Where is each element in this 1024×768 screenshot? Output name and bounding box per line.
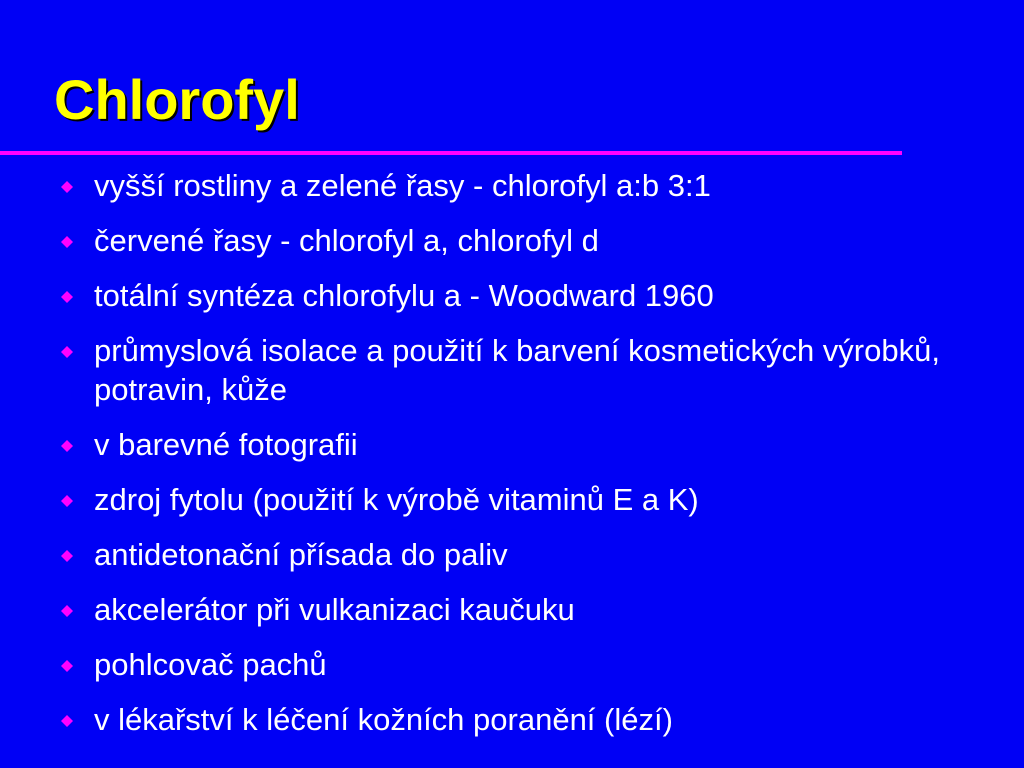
bullet-text: vyšší rostliny a zelené řasy - chlorofyl a:b 3:1 bbox=[94, 168, 711, 203]
bullet-text: antidetonační přísada do paliv bbox=[94, 537, 508, 572]
bullet-text: pohlcovač pachů bbox=[94, 647, 327, 682]
magenta-diamond-icon bbox=[61, 236, 73, 248]
bullet-text: akcelerátor při vulkanizaci kaučuku bbox=[94, 592, 575, 627]
slide-title: Chlorofyl bbox=[54, 68, 300, 131]
bullet-list bbox=[0, 166, 1024, 755]
bullet-item bbox=[0, 700, 1024, 739]
bullet-text: v barevné fotografii bbox=[94, 427, 358, 462]
title-underline-rule bbox=[0, 151, 902, 155]
magenta-diamond-icon bbox=[61, 346, 73, 358]
bullet-item bbox=[0, 645, 1024, 684]
magenta-diamond-icon bbox=[61, 605, 73, 617]
bullet-item bbox=[0, 221, 1024, 260]
bullet-text: v lékařství k léčení kožních poranění (lézí) bbox=[94, 702, 673, 737]
magenta-diamond-icon bbox=[61, 440, 73, 452]
magenta-diamond-icon bbox=[61, 291, 73, 303]
magenta-diamond-icon bbox=[61, 181, 73, 193]
bullet-item bbox=[0, 331, 1024, 409]
bullet-item bbox=[0, 480, 1024, 519]
bullet-text: zdroj fytolu (použití k výrobě vitaminů E a K) bbox=[94, 482, 699, 517]
bullet-item bbox=[0, 535, 1024, 574]
bullet-item bbox=[0, 276, 1024, 315]
bullet-item bbox=[0, 590, 1024, 629]
bullet-item bbox=[0, 166, 1024, 205]
magenta-diamond-icon bbox=[61, 495, 73, 507]
magenta-diamond-icon bbox=[61, 660, 73, 672]
bullet-text: červené řasy - chlorofyl a, chlorofyl d bbox=[94, 223, 599, 258]
magenta-diamond-icon bbox=[61, 715, 73, 727]
bullet-item bbox=[0, 425, 1024, 464]
bullet-text: průmyslová isolace a použití k barvení kosmetických výrobků, potravin, kůže bbox=[94, 333, 940, 407]
bullet-text: totální syntéza chlorofylu a - Woodward 1960 bbox=[94, 278, 714, 313]
magenta-diamond-icon bbox=[61, 550, 73, 562]
